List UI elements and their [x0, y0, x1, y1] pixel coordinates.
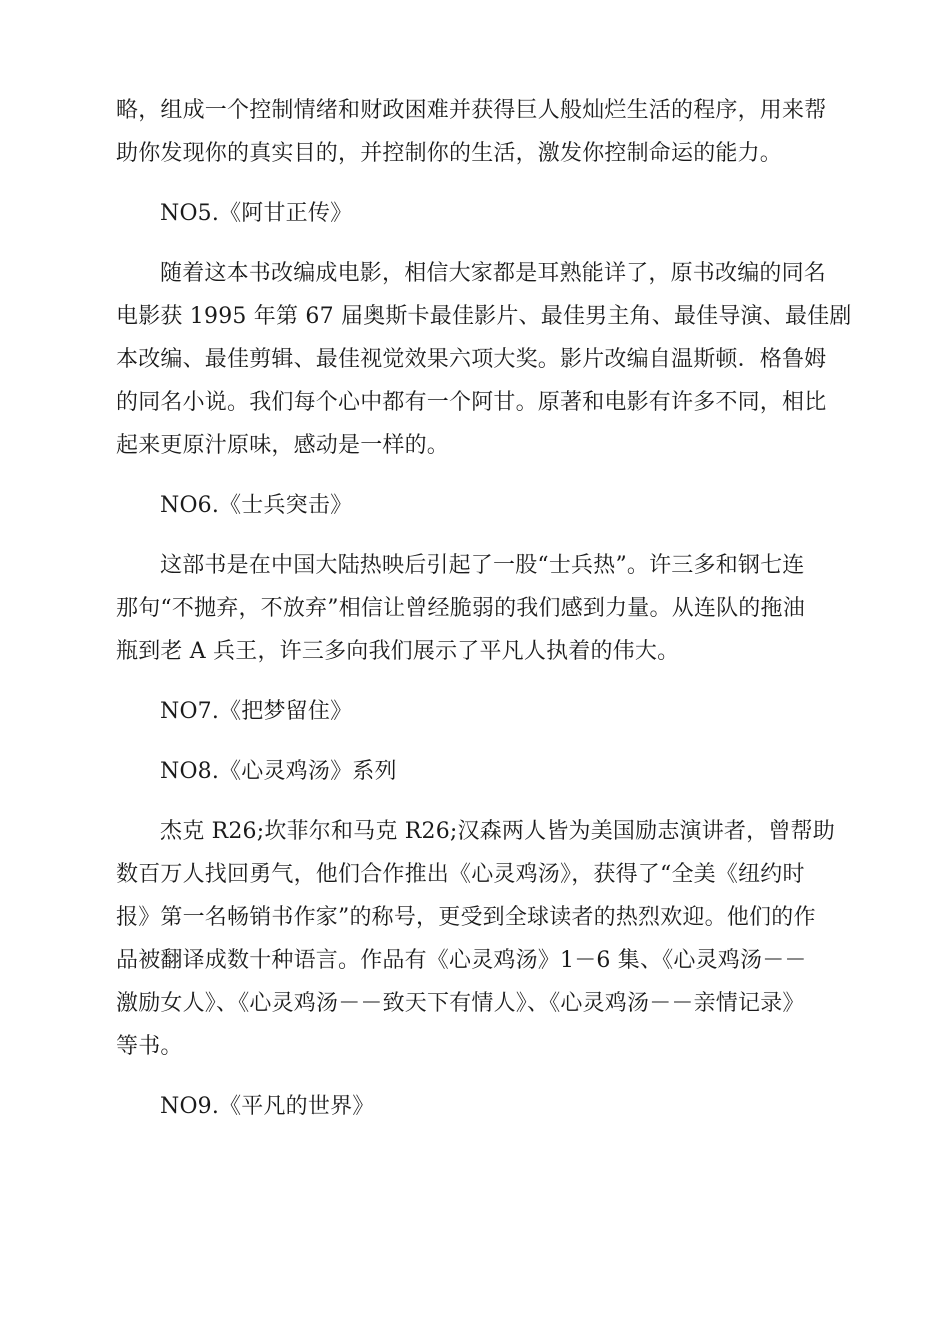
paragraph-line: 电影获 1995 年第 67 届奥斯卡最佳影片、最佳男主角、最佳导演、最佳剧 [116, 304, 852, 329]
paragraph-line: 随着这本书改编成电影，相信大家都是耳熟能详了，原书改编的同名 [160, 261, 827, 286]
section-heading-no6: NO6.《士兵突击》 [160, 493, 353, 518]
section-heading-no5: NO5.《阿甘正传》 [160, 201, 353, 226]
paragraph-line: 起来更原汁原味，感动是一样的。 [116, 433, 450, 458]
section-heading-no9: NO9.《平凡的世界》 [160, 1094, 375, 1119]
paragraph-line: 这部书是在中国大陆热映后引起了一股“士兵热”。许三多和钢七连 [160, 553, 805, 578]
section-heading-no8: NO8.《心灵鸡汤》系列 [160, 759, 397, 784]
paragraph-line: 那句“不抛弃，不放弃”相信让曾经脆弱的我们感到力量。从连队的拖油 [116, 596, 805, 621]
paragraph-line: 品被翻译成数十种语言。作品有《心灵鸡汤》1－6 集、《心灵鸡汤－－ [116, 948, 807, 973]
paragraph-line: 助你发现你的真实目的，并控制你的生活，激发你控制命运的能力。 [116, 141, 783, 166]
paragraph-line: 略，组成一个控制情绪和财政困难并获得巨人般灿烂生活的程序，用来帮 [116, 98, 827, 123]
section-heading-no7: NO7.《把梦留住》 [160, 699, 353, 724]
paragraph-line: 瓶到老 A 兵王，许三多向我们展示了平凡人执着的伟大。 [116, 639, 680, 664]
paragraph-line: 本改编、最佳剪辑、最佳视觉效果六项大奖。影片改编自温斯顿．格鲁姆 [116, 347, 827, 372]
paragraph-line: 等书。 [116, 1034, 183, 1059]
paragraph-line: 的同名小说。我们每个心中都有一个阿甘。原著和电影有许多不同，相比 [116, 390, 827, 415]
paragraph-line: 杰克 R26;坎菲尔和马克 R26;汉森两人皆为美国励志演讲者，曾帮助 [160, 819, 835, 844]
paragraph-line: 报》第一名畅销书作家”的称号，更受到全球读者的热烈欢迎。他们的作 [116, 905, 816, 930]
paragraph-line: 数百万人找回勇气，他们合作推出《心灵鸡汤》，获得了“全美《纽约时 [116, 862, 805, 887]
paragraph-line: 激励女人》、《心灵鸡汤－－致天下有情人》、《心灵鸡汤－－亲情记录》 [116, 991, 805, 1016]
